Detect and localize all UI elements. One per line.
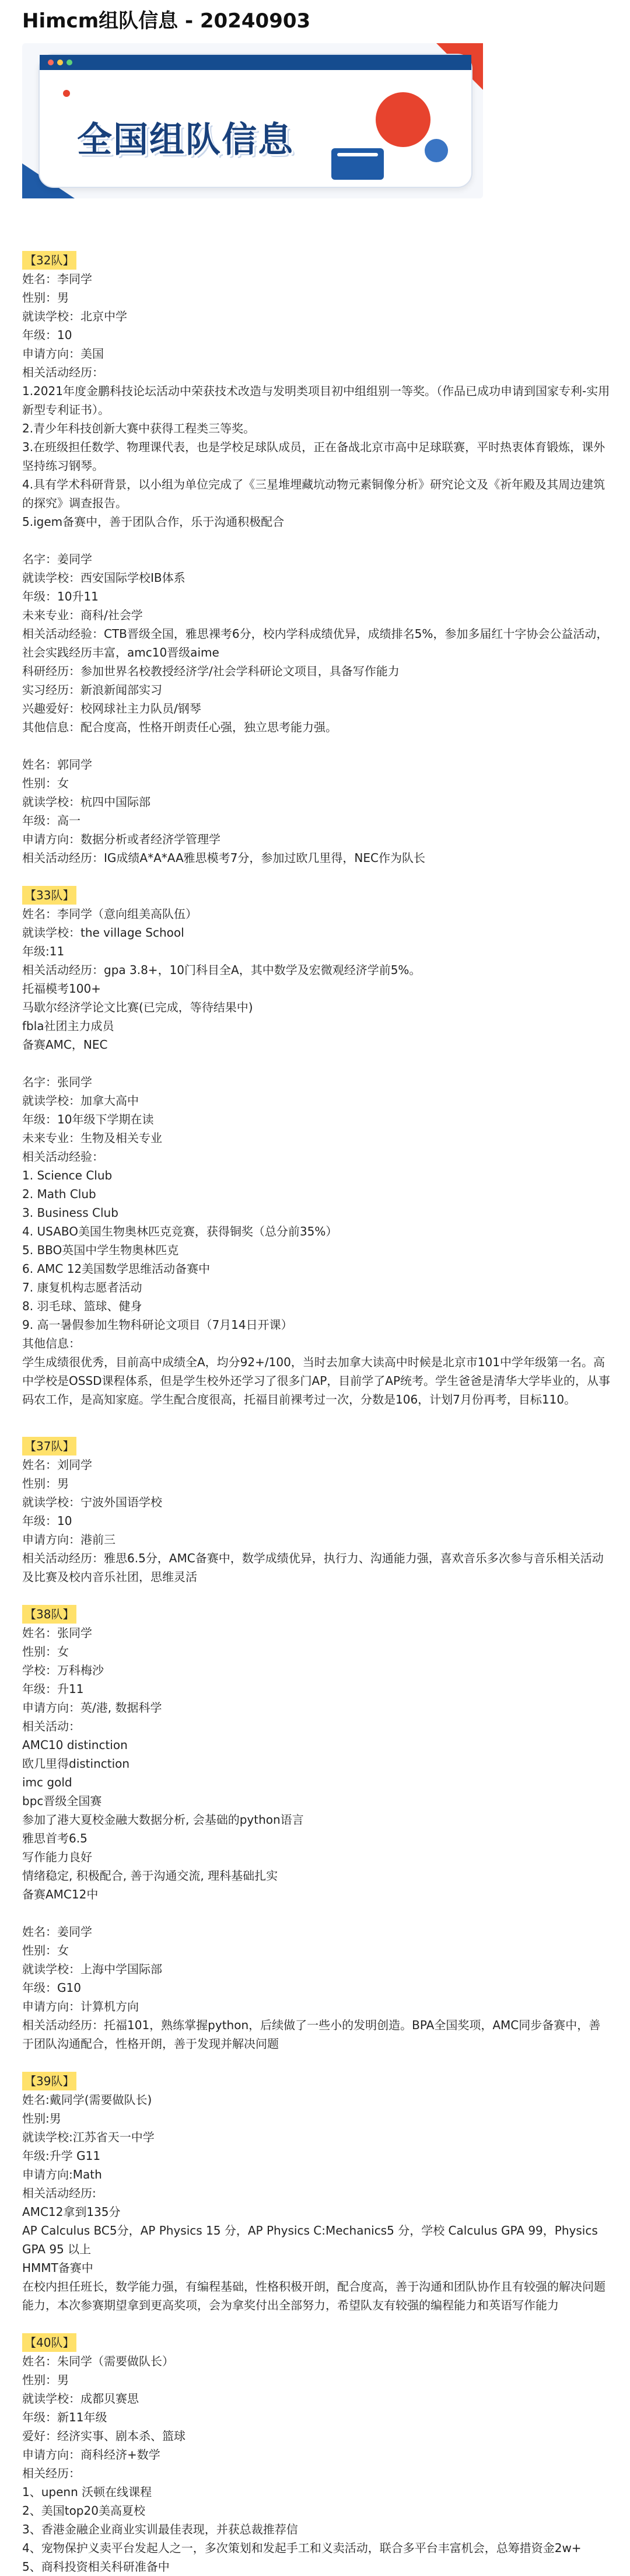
team-tag: 【32队】 [22, 251, 76, 270]
profile-line: HMMT备赛中 [22, 2261, 93, 2275]
profile-line: 年级：新11年级 [22, 2410, 107, 2424]
profile-line: 性别：女 [22, 1943, 69, 1957]
profile-line: 在校内担任班长，数学能力强，有编程基础，性格积极开朗，配合度高，善于沟通和团队协作且有较强的解决问题能力，本次参赛期望拿到更高奖项，会为拿奖付出全部努力，希望队友有较强的编程能力和英语写作能力 [22, 2280, 606, 2312]
profile-line: 8. 羽毛球、篮球、健身 [22, 1299, 142, 1313]
profile-line: 托福模考100+ [22, 982, 101, 996]
team-section [22, 2333, 611, 2576]
profile-line: 相关经历： [22, 2466, 80, 2480]
banner-image [22, 43, 483, 198]
member-profile [22, 550, 611, 737]
profile-line: 7. 康复机构志愿者活动 [22, 1280, 142, 1294]
section-spacer [22, 2053, 611, 2072]
profile-line: 3.在班级担任数学、物理课代表，也是学校足球队成员，正在备战北京市高中足球联赛，平时热衷体育锻炼，课外坚持练习钢琴。 [22, 440, 606, 473]
profile-line: 性别：女 [22, 776, 69, 790]
profile-line: 相关活动经验：CTB晋级全国，雅思裸考6分，校内学科成绩优异，成绩排名5%，参加多届红十字协会公益活动，社会实践经历丰富，amc10晋级aime [22, 627, 608, 659]
team-tag: 【37队】 [22, 1437, 76, 1455]
section-spacer [22, 1409, 611, 1437]
profile-line: 科研经历：参加世界名校教授经济学/社会学科研论文项目，具备写作能力 [22, 664, 400, 678]
section-spacer [22, 1586, 611, 1605]
profile-line: 申请方向:Math [22, 2167, 102, 2181]
profile-line: 性别：男 [22, 291, 69, 305]
member-profile [22, 905, 611, 1054]
profile-line: 年级：10 [22, 328, 72, 342]
profile-line: 5.igem备赛中，善于团队合作，乐于沟通积极配合 [22, 515, 285, 529]
profile-line: 雅思首考6.5 [22, 1831, 88, 1845]
profile-line: 其他信息： [22, 1336, 80, 1350]
profile-line: 实习经历：新浪新闻部实习 [22, 683, 162, 697]
member-profile [22, 270, 611, 531]
profile-line: 爱好：经济实事、剧本杀、篮球 [22, 2429, 186, 2443]
profile-line: 申请方向：美国 [22, 347, 104, 361]
profile-line: 申请方向：数据分析或者经济学管理学 [22, 832, 220, 846]
profile-line: 5、商科投资相关科研准备中 [22, 2560, 170, 2574]
profile-line: 4. USABO美国生物奥林匹克竞赛，获得铜奖（总分前35%） [22, 1224, 338, 1238]
team-section [22, 1605, 611, 2053]
profile-line: 5. BBO英国中学生物奥林匹克 [22, 1243, 179, 1257]
window-dot-icon [66, 60, 72, 65]
profile-line: 4.具有学术科研背景，以小组为单位完成了《三星堆埋藏坑动物元素铜像分析》研究论文及《祈年殿及其周边建筑的探究》调查报告。 [22, 477, 606, 510]
profile-line: 2、美国top20美高夏校 [22, 2504, 145, 2518]
profile-line: 3、香港金融企业商业实训最佳表现，并获总裁推荐信 [22, 2522, 298, 2536]
spacer [22, 531, 611, 550]
profile-line: 学校：万科梅沙 [22, 1663, 104, 1677]
team-tag: 【33队】 [22, 886, 76, 905]
profile-line: 4、宠物保护义卖平台发起人之一，多次策划和发起手工和义卖活动，联合多平台丰富机会，总筹措资金2w+ [22, 2541, 582, 2555]
profile-line: 性别：男 [22, 2373, 69, 2387]
banner-decoration [63, 90, 70, 97]
profile-line: 申请方向：港前三 [22, 1533, 116, 1547]
team-tag: 【39队】 [22, 2072, 76, 2090]
banner-frame [38, 54, 473, 188]
member-profile [22, 1922, 611, 2053]
profile-line: 2.青少年科技创新大赛中获得工程类三等奖。 [22, 421, 256, 435]
profile-line: 就读学校：北京中学 [22, 309, 127, 323]
section-spacer [22, 867, 611, 886]
member-profile [22, 1455, 611, 1586]
profile-line: 相关活动经历：gpa 3.8+，10门科目全A，其中数学及宏微观经济学前5%。 [22, 963, 421, 977]
profile-line: 年级：10年级下学期在读 [22, 1112, 154, 1126]
profile-line: 马歇尔经济学论文比赛(已完成，等待结果中) [22, 1000, 253, 1014]
profile-line: 就读学校：宁波外国语学校 [22, 1495, 162, 1509]
profile-line: 就读学校：成都贝赛思 [22, 2392, 139, 2406]
profile-line: AMC10 distinction [22, 1738, 128, 1752]
profile-line: 名字：姜同学 [22, 552, 92, 566]
profile-line: fbla社团主力成员 [22, 1019, 114, 1033]
member-profile [22, 755, 611, 867]
profile-line: 姓名：朱同学（需要做队长） [22, 2354, 174, 2368]
profile-line: 备赛AMC，NEC [22, 1038, 108, 1052]
page-title: Himcm组队信息 - 20240903 [22, 9, 311, 33]
profile-line: 性别:男 [22, 2111, 61, 2125]
profile-line: 参加了港大夏校金融大数据分析, 会基础的python语言 [22, 1813, 304, 1827]
banner-headline: 全国组队信息 [77, 120, 294, 160]
team-list [22, 251, 611, 2576]
member-profile [22, 1073, 611, 1409]
profile-line: 姓名：李同学（意向组美高队伍） [22, 907, 197, 921]
profile-line: 申请方向：商科经济+数学 [22, 2448, 160, 2462]
profile-line: 6. AMC 12美国数学思维活动备赛中 [22, 1262, 211, 1276]
profile-line: 就读学校：上海中学国际部 [22, 1962, 162, 1976]
profile-line: 相关活动经历：托福101，熟练掌握python，后续做了一些小的发明创造。BPA全国奖项，AMC同步备赛中，善于团队沟通配合，性格开朗，善于发现并解决问题 [22, 2018, 601, 2051]
profile-line: 就读学校：杭四中国际部 [22, 795, 150, 809]
profile-line: 姓名：郭同学 [22, 758, 92, 772]
profile-line: 学生成绩很优秀，目前高中成绩全A，均分92+/100，当时去加拿大读高中时候是北京市101中学年级第一名。高中学校是OSSD课程体系，但是学生校外还学习了很多门AP，目前学了AP统考。学生爸爸是清华大学毕业的，从事码农工作，是高知家庭。学生配合度很高，托福目前裸考过一次，分数是106，计划7月份再考，目标110。 [22, 1355, 611, 1406]
profile-line: 3. Business Club [22, 1206, 118, 1220]
profile-line: 年级：升11 [22, 1682, 84, 1696]
window-dot-icon [57, 60, 63, 65]
profile-line: 相关活动： [22, 1719, 80, 1733]
banner-window-bar [40, 55, 471, 70]
profile-line: 年级:升学 G11 [22, 2149, 101, 2163]
profile-line: 就读学校:江苏省天一中学 [22, 2130, 155, 2144]
profile-line: 相关活动经历： [22, 365, 104, 379]
profile-line: 情绪稳定, 积极配合, 善于沟通交流, 理科基础扎实 [22, 1869, 278, 1883]
profile-line: AMC12拿到135分 [22, 2205, 121, 2219]
profile-line: 姓名:戴同学(需要做队长) [22, 2093, 152, 2107]
profile-line: 年级：G10 [22, 1981, 81, 1995]
profile-line: bpc晋级全国赛 [22, 1794, 102, 1808]
spacer [22, 1054, 611, 1073]
book-icon [331, 148, 384, 180]
team-section [22, 1437, 611, 1586]
profile-line: 备赛AMC12中 [22, 1887, 99, 1901]
profile-line: imc gold [22, 1775, 72, 1789]
profile-line: 年级:11 [22, 944, 65, 958]
profile-line: 未来专业：生物及相关专业 [22, 1131, 162, 1145]
profile-line: 相关活动经历: [22, 2186, 96, 2200]
profile-line: 年级：10升11 [22, 589, 99, 603]
team-section [22, 886, 611, 1409]
spacer [22, 737, 611, 755]
profile-line: 申请方向：计算机方向 [22, 1999, 139, 2013]
profile-line: 就读学校：the village School [22, 926, 184, 940]
profile-line: 就读学校：加拿大高中 [22, 1094, 139, 1108]
member-profile [22, 2352, 611, 2576]
profile-line: 9. 高一暑假参加生物科研论文项目（7月14日开课） [22, 1318, 293, 1332]
profile-line: 未来专业：商科/社会学 [22, 608, 143, 622]
profile-line: 1、upenn 沃顿在线课程 [22, 2485, 152, 2499]
profile-line: 名字：张同学 [22, 1075, 92, 1089]
window-dot-icon [48, 60, 54, 65]
profile-line: 年级：10 [22, 1514, 72, 1528]
team-tag: 【38队】 [22, 1605, 76, 1624]
profile-line: AP Calculus BC5分，AP Physics 15 分，AP Physics C:Mechanics5 分，学校 Calculus GPA 99，Physics GPA 95 以上 [22, 2224, 602, 2256]
profile-line: 其他信息：配合度高，性格开朗责任心强，独立思考能力强。 [22, 720, 337, 734]
profile-line: 姓名：姜同学 [22, 1925, 92, 1939]
section-spacer [22, 2315, 611, 2333]
member-profile [22, 2090, 611, 2315]
profile-line: 2. Math Club [22, 1187, 96, 1201]
team-tag: 【40队】 [22, 2333, 76, 2352]
profile-line: 相关活动经历：IG成绩A*A*AA雅思模考7分，参加过欧几里得，NEC作为队长 [22, 851, 425, 865]
profile-line: 1. Science Club [22, 1168, 113, 1182]
profile-line: 写作能力良好 [22, 1850, 92, 1864]
profile-line: 性别：男 [22, 1477, 69, 1491]
chat-bubble-icon [425, 139, 448, 162]
team-section [22, 2072, 611, 2315]
member-profile [22, 1624, 611, 1904]
profile-line: 年级：高一 [22, 814, 80, 828]
team-section [22, 251, 611, 867]
profile-line: 就读学校：西安国际学校IB体系 [22, 571, 186, 585]
profile-line: 1.2021年度金鹏科技论坛活动中荣获技术改造与发明类项目初中组组别一等奖。（作品已成功申请到国家专利-实用新型专利证书）。 [22, 384, 610, 417]
spacer [22, 1904, 611, 1922]
profile-line: 姓名：李同学 [22, 272, 92, 286]
profile-line: 性别：女 [22, 1645, 69, 1659]
profile-line: 申请方向：英/港, 数据科学 [22, 1701, 162, 1715]
profile-line: 姓名：刘同学 [22, 1458, 92, 1472]
profile-line: 相关活动经历：雅思6.5分，AMC备赛中，数学成绩优异，执行力、沟通能力强，喜欢音乐多次参与音乐相关活动及比赛及校内音乐社团，思维灵活 [22, 1551, 604, 1584]
profile-line: 姓名：张同学 [22, 1626, 92, 1640]
profile-line: 欧几里得distinction [22, 1757, 130, 1771]
profile-line: 相关活动经验： [22, 1150, 104, 1164]
profile-line: 兴趣爱好：校网球社主力队员/钢琴 [22, 701, 201, 715]
chat-bubble-icon [376, 92, 430, 147]
